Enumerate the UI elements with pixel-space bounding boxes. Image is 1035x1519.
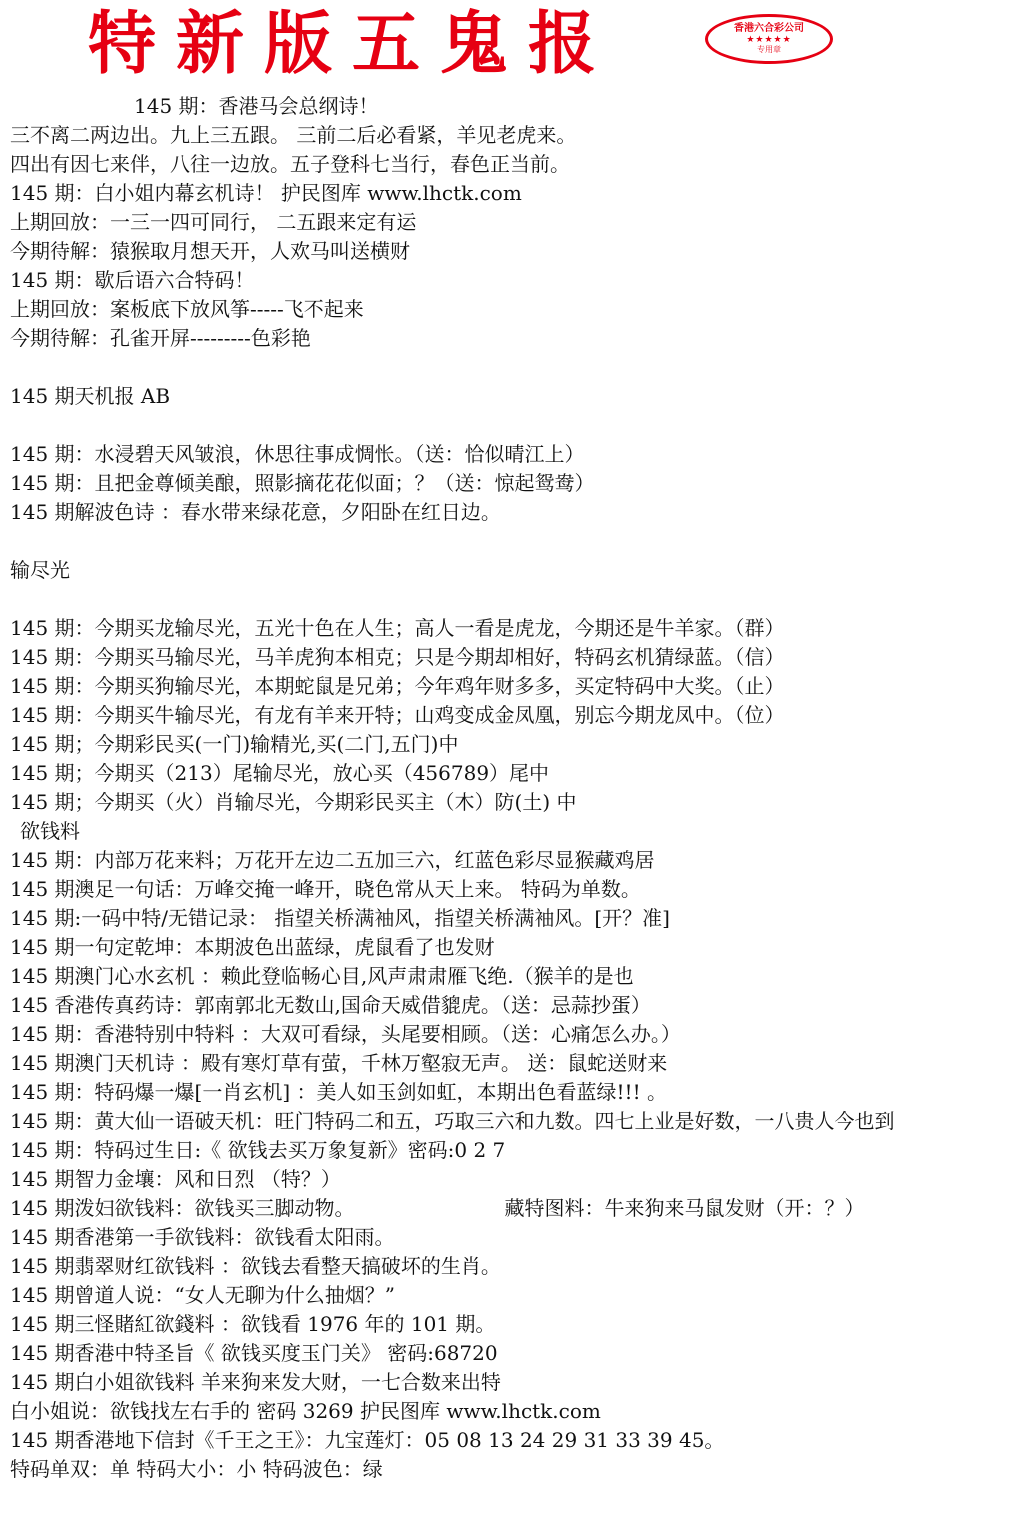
text-line: 145 期三怪賭紅欲錢料 ：欲钱看 1976 年的 101 期。 xyxy=(10,1312,496,1336)
text-line: 三不离二两边出。九上三五跟。 三前二后必看紧，羊见老虎来。 xyxy=(10,123,577,147)
text-line: 特码单双：单 特码大小：小 特码波色：绿 xyxy=(10,1457,383,1481)
text-line: 145 期澳门心水玄机 ：赖此登临畅心目,风声肃肃雁飞绝.（猴羊的是也 xyxy=(10,964,634,988)
section-heading: 145 期：香港马会总纲诗！ xyxy=(134,94,379,118)
text-line: 145 期；今期彩民买(一门)输精光,买(二门,五门)中 xyxy=(10,732,459,756)
text-line: 145 期：且把金尊倾美酿，照影摘花花似面；？（送：惊起鸳鸯） xyxy=(10,471,595,495)
split-left-text: 145 期泼妇欲钱料：欲钱买三脚动物。 xyxy=(10,1196,355,1220)
text-line: 145 期澳门天机诗 ：殿有寒灯草有萤，千林万壑寂无声。 送：鼠蛇送财来 xyxy=(10,1051,668,1075)
text-line: 白小姐说：欲钱找左右手的 密码 3269 护民图库 www.lhctk.com xyxy=(10,1399,601,1423)
text-line: 今期待解：孔雀开屏---------色彩艳 xyxy=(10,326,311,350)
text-line: 上期回放：案板底下放风筝-----飞不起来 xyxy=(10,297,364,321)
text-line: 145 期：今期买马输尽光，马羊虎狗本相克；只是今期却相好，特码玄机猜绿蓝。（信） xyxy=(10,645,785,669)
text-line: 145 期；今期买（213）尾输尽光，放心买（456789）尾中 xyxy=(10,761,550,785)
blank-line xyxy=(10,353,1028,382)
seal-bottom-text: 专用章 xyxy=(757,45,781,54)
text-line: 145 期:一码中特/无错记录： 指望关桥满袖风，指望关桥满袖风。[开？准] xyxy=(10,906,670,930)
text-line: 145 期：今期买狗输尽光，本期蛇鼠是兄弟；今年鸡年财多多，买定特码中大奖。（止） xyxy=(10,674,785,698)
text-line: 145 期澳足一句话：万峰交掩一峰开，晓色常从天上来。 特码为单数。 xyxy=(10,877,641,901)
text-line-split xyxy=(10,1194,1028,1223)
text-line: 上期回放：一三一四可同行， 二五跟来定有运 xyxy=(10,210,417,234)
text-line: 145 期一句定乾坤：本期波色出蓝绿，虎鼠看了也发财 xyxy=(10,935,495,959)
text-line: 145 期：歇后语六合特码！ xyxy=(10,268,255,292)
document-body xyxy=(10,92,1028,1484)
seal-top-text: 香港六合彩公司 xyxy=(734,23,804,34)
seal-stars: ★★★★★ xyxy=(746,35,792,45)
text-line: 145 期香港中特圣旨《 欲钱买度玉门关》 密码:68720 xyxy=(10,1341,498,1365)
split-right-text: 藏特图料：牛来狗来马鼠发财（开：？） xyxy=(504,1196,865,1220)
text-line: 145 期：特码爆一爆[一肖玄机] ：美人如玉剑如虹，本期出色看蓝绿!!! 。 xyxy=(10,1080,667,1104)
text-line: 145 期：特码过生日:《 欲钱去买万象复新》密码:0 2 7 xyxy=(10,1138,506,1162)
text-line: 145 期香港地下信封《千王之王》：九宝莲灯：05 08 13 24 29 31 33 39 45。 xyxy=(10,1428,725,1452)
text-line: 145 期白小姐欲钱料 羊来狗来发大财，一七合数来出特 xyxy=(10,1370,501,1394)
section-heading: 输尽光 xyxy=(10,558,70,582)
company-seal-stamp xyxy=(705,14,833,64)
text-line: 145 期：水浸碧天风皱浪，休思往事成惆怅。（送：恰似晴江上） xyxy=(10,442,585,466)
section-heading: 欲钱料 xyxy=(20,819,80,843)
text-line: 145 期翡翠财红欲钱料 ：欲钱去看整天搞破坏的生肖。 xyxy=(10,1254,501,1278)
text-line: 145 期曾道人说：“女人无聊为什么抽烟？” xyxy=(10,1283,395,1307)
text-line: 145 期：白小姐内幕玄机诗！ 护民图库 www.lhctk.com xyxy=(10,181,522,205)
text-line: 145 期智力金壤：风和日烈 （特？） xyxy=(10,1167,341,1191)
text-line: 145 期：今期买牛输尽光，有龙有羊来开特；山鸡变成金凤凰，别忘今期龙凤中。（位） xyxy=(10,703,785,727)
text-line: 145 香港传真药诗：郭南郭北无数山,国命天威借貔虎。（送：忌蒜抄蛋） xyxy=(10,993,651,1017)
blank-line xyxy=(10,585,1028,614)
text-line: 145 期：今期买龙输尽光，五光十色在人生；高人一看是虎龙，今期还是牛羊家。（群） xyxy=(10,616,785,640)
blank-line xyxy=(10,411,1028,440)
text-line: 145 期香港第一手欲钱料：欲钱看太阳雨。 xyxy=(10,1225,395,1249)
text-line-wrapped: 145 期：黄大仙一语破天机：旺门特码二和五，巧取三六和九数。四七上业是好数，一八贵人今也到 xyxy=(10,1109,895,1133)
text-line: 四出有因七来伴，八往一边放。五子登科七当行，春色正当前。 xyxy=(10,152,570,176)
text-line: 145 期解波色诗 ：春水带来绿花意，夕阳卧在红日边。 xyxy=(10,500,501,524)
text-line: 今期待解：猿猴取月想天开，人欢马叫送横财 xyxy=(10,239,410,263)
blank-line xyxy=(10,527,1028,556)
text-line: 145 期：内部万花来料；万花开左边二五加三六，红蓝色彩尽显猴藏鸡居 xyxy=(10,848,655,872)
text-line: 145 期；今期买（火）肖输尽光，今期彩民买主（木）防(土) 中 xyxy=(10,790,577,814)
text-line: 145 期：香港特别中特料 ：大双可看绿，头尾要相顾。（送：心痛怎么办。） xyxy=(10,1022,681,1046)
page-title: 特新版五鬼报 xyxy=(88,4,617,84)
section-heading: 145 期天机报 AB xyxy=(10,384,171,408)
